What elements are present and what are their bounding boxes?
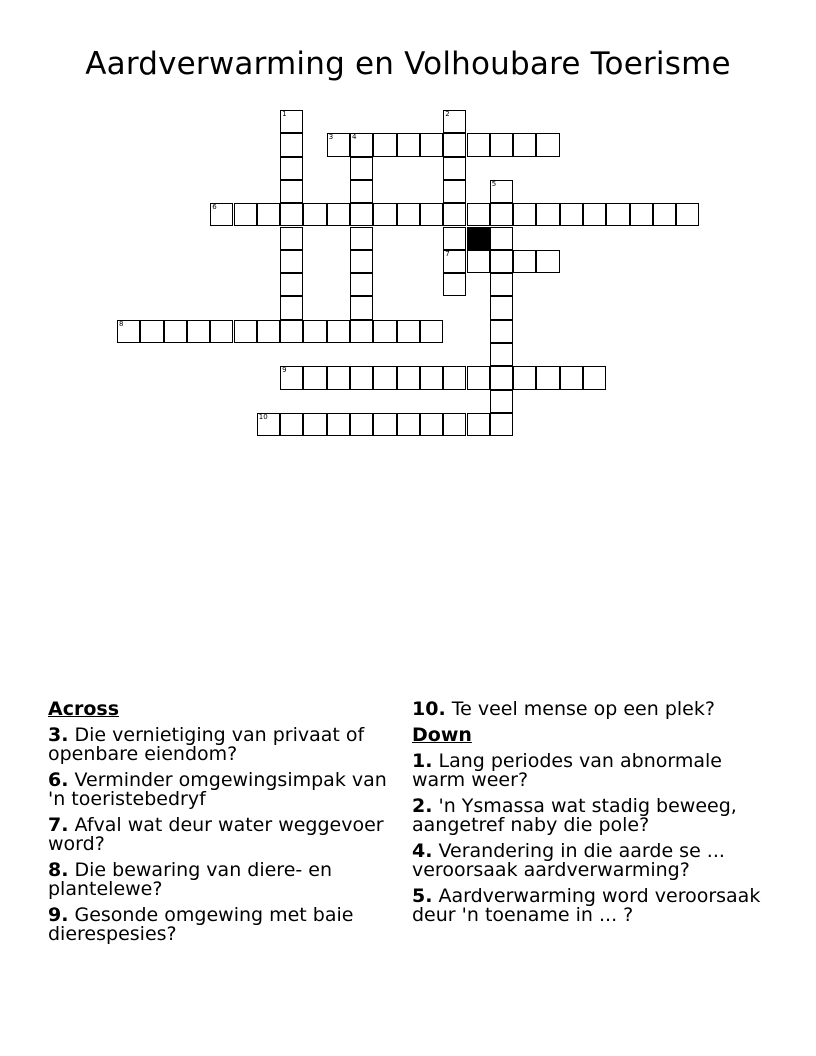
grid-cell[interactable] xyxy=(490,227,513,250)
grid-cell[interactable] xyxy=(630,203,653,226)
grid-cell[interactable] xyxy=(350,227,373,250)
grid-cell[interactable] xyxy=(560,203,583,226)
grid-cell[interactable] xyxy=(327,366,350,389)
grid-cell[interactable] xyxy=(373,366,396,389)
grid-cell[interactable] xyxy=(443,250,466,273)
grid-cell[interactable] xyxy=(583,203,606,226)
grid-cell[interactable] xyxy=(350,157,373,180)
grid-cell[interactable] xyxy=(443,180,466,203)
grid-cell[interactable] xyxy=(280,110,303,133)
grid-cell[interactable] xyxy=(303,203,326,226)
grid-cell[interactable] xyxy=(490,133,513,156)
grid-cell[interactable] xyxy=(513,250,536,273)
grid-cell[interactable] xyxy=(164,320,187,343)
grid-cell[interactable] xyxy=(467,413,490,436)
grid-cell[interactable] xyxy=(373,413,396,436)
grid-cell[interactable] xyxy=(257,203,280,226)
clue-number: 2 xyxy=(445,110,450,118)
grid-cell[interactable] xyxy=(676,203,699,226)
across-clue-7: 7. Afval wat deur water weggevoer word? xyxy=(48,814,384,855)
grid-cell[interactable] xyxy=(490,296,513,319)
black-cell xyxy=(467,227,490,250)
grid-cell[interactable] xyxy=(397,133,420,156)
grid-cell[interactable] xyxy=(490,413,513,436)
grid-cell[interactable] xyxy=(490,180,513,203)
clues-left-column xyxy=(48,700,388,951)
grid-cell[interactable] xyxy=(280,180,303,203)
grid-cell[interactable] xyxy=(350,366,373,389)
grid-cell[interactable] xyxy=(280,157,303,180)
grid-cell[interactable] xyxy=(513,133,536,156)
clues-right-column xyxy=(412,700,772,932)
grid-cell[interactable] xyxy=(490,320,513,343)
grid-cell[interactable] xyxy=(397,413,420,436)
clue-number: 10 xyxy=(258,412,268,421)
grid-cell[interactable] xyxy=(140,320,163,343)
grid-cell[interactable] xyxy=(536,133,559,156)
clue-number: 6 xyxy=(212,203,217,212)
grid-cell[interactable] xyxy=(606,203,629,226)
grid-cell[interactable] xyxy=(420,203,443,226)
across-clue-10: 10. Te veel mense op een plek? xyxy=(412,698,715,720)
grid-cell[interactable] xyxy=(443,366,466,389)
grid-cell[interactable] xyxy=(257,413,280,436)
grid-cell[interactable] xyxy=(443,133,466,156)
grid-cell[interactable] xyxy=(397,366,420,389)
grid-cell[interactable] xyxy=(490,343,513,366)
grid-cell[interactable] xyxy=(536,203,559,226)
grid-cell[interactable] xyxy=(280,203,303,226)
grid-cell[interactable] xyxy=(467,366,490,389)
grid-cell[interactable] xyxy=(280,250,303,273)
grid-cell[interactable] xyxy=(490,366,513,389)
across-clue-6: 6. Verminder omgewingsimpak van 'n toeristebedryf xyxy=(48,769,387,810)
down-clue-1: 1. Lang periodes van abnormale warm weer? xyxy=(412,750,722,791)
clue-number: 1 xyxy=(282,110,287,118)
grid-cell[interactable] xyxy=(210,203,233,226)
clue-number: 3 xyxy=(328,133,334,142)
grid-cell[interactable] xyxy=(327,320,350,343)
across-clue-9: 9. Gesonde omgewing met baie dierespesies? xyxy=(48,904,354,945)
grid-cell[interactable] xyxy=(234,320,257,343)
grid-cell[interactable] xyxy=(350,203,373,226)
grid-cell[interactable] xyxy=(467,203,490,226)
grid-cell[interactable] xyxy=(350,133,373,156)
grid-cell[interactable] xyxy=(280,413,303,436)
grid-cell[interactable] xyxy=(513,203,536,226)
down-clue-5: 5. Aardverwarming word veroorsaak deur 'n toename in ... ? xyxy=(412,885,761,926)
grid-cell[interactable] xyxy=(536,366,559,389)
grid-cell[interactable] xyxy=(420,366,443,389)
page-title: Aardverwarming en Volhoubare Toerisme xyxy=(85,46,731,82)
across-clue-8: 8. Die bewaring van diere- en plantelewe? xyxy=(48,859,333,900)
grid-cell[interactable] xyxy=(467,133,490,156)
clue-number: 8 xyxy=(119,319,124,328)
grid-cell[interactable] xyxy=(560,366,583,389)
grid-cell[interactable] xyxy=(443,157,466,180)
grid-cell[interactable] xyxy=(210,320,233,343)
grid-cell[interactable] xyxy=(327,133,350,156)
grid-cell[interactable] xyxy=(350,320,373,343)
clue-number: 9 xyxy=(282,366,287,375)
grid-cell[interactable] xyxy=(583,366,606,389)
grid-cell[interactable] xyxy=(373,203,396,226)
grid-cell[interactable] xyxy=(187,320,210,343)
grid-cell[interactable] xyxy=(490,273,513,296)
grid-cell[interactable] xyxy=(327,203,350,226)
grid-cell[interactable] xyxy=(234,203,257,226)
grid-cell[interactable] xyxy=(420,413,443,436)
crossword-grid xyxy=(0,0,816,480)
grid-cell[interactable] xyxy=(490,250,513,273)
grid-cell[interactable] xyxy=(443,110,466,133)
grid-cell[interactable] xyxy=(443,273,466,296)
grid-cell[interactable] xyxy=(490,203,513,226)
grid-cell[interactable] xyxy=(467,250,490,273)
down-clue-2: 2. 'n Ysmassa wat stadig beweeg, aangetref naby die pole? xyxy=(412,795,737,836)
grid-cell[interactable] xyxy=(280,273,303,296)
grid-cell[interactable] xyxy=(397,203,420,226)
grid-cell[interactable] xyxy=(420,133,443,156)
grid-cell[interactable] xyxy=(280,366,303,389)
grid-cell[interactable] xyxy=(280,227,303,250)
grid-cell[interactable] xyxy=(303,413,326,436)
clue-number: 7 xyxy=(445,249,450,258)
grid-cell[interactable] xyxy=(280,133,303,156)
grid-cell[interactable] xyxy=(443,227,466,250)
grid-cell[interactable] xyxy=(327,413,350,436)
grid-cell[interactable] xyxy=(303,366,326,389)
grid-cell[interactable] xyxy=(373,320,396,343)
down-heading: Down xyxy=(412,724,472,746)
grid-cell[interactable] xyxy=(490,390,513,413)
grid-cell[interactable] xyxy=(350,180,373,203)
grid-cell[interactable] xyxy=(350,250,373,273)
grid-cell[interactable] xyxy=(373,133,396,156)
grid-cell[interactable] xyxy=(350,296,373,319)
clue-number: 4 xyxy=(352,133,357,142)
grid-cell[interactable] xyxy=(303,320,326,343)
grid-cell[interactable] xyxy=(443,413,466,436)
grid-cell[interactable] xyxy=(536,250,559,273)
grid-cell[interactable] xyxy=(420,320,443,343)
down-clue-4: 4. Verandering in die aarde se ... veroorsaak aardverwarming? xyxy=(412,840,725,881)
grid-cell[interactable] xyxy=(350,413,373,436)
clue-number: 5 xyxy=(491,179,497,188)
across-heading: Across xyxy=(48,698,120,720)
grid-cell[interactable] xyxy=(443,203,466,226)
grid-cell[interactable] xyxy=(350,273,373,296)
grid-cell[interactable] xyxy=(280,320,303,343)
grid-cell[interactable] xyxy=(280,296,303,319)
grid-cell[interactable] xyxy=(397,320,420,343)
grid-cell[interactable] xyxy=(257,320,280,343)
grid-cell[interactable] xyxy=(653,203,676,226)
across-clue-3: 3. Die vernietiging van privaat of openbare eiendom? xyxy=(48,724,365,765)
grid-cell[interactable] xyxy=(117,320,140,343)
grid-cell[interactable] xyxy=(513,366,536,389)
